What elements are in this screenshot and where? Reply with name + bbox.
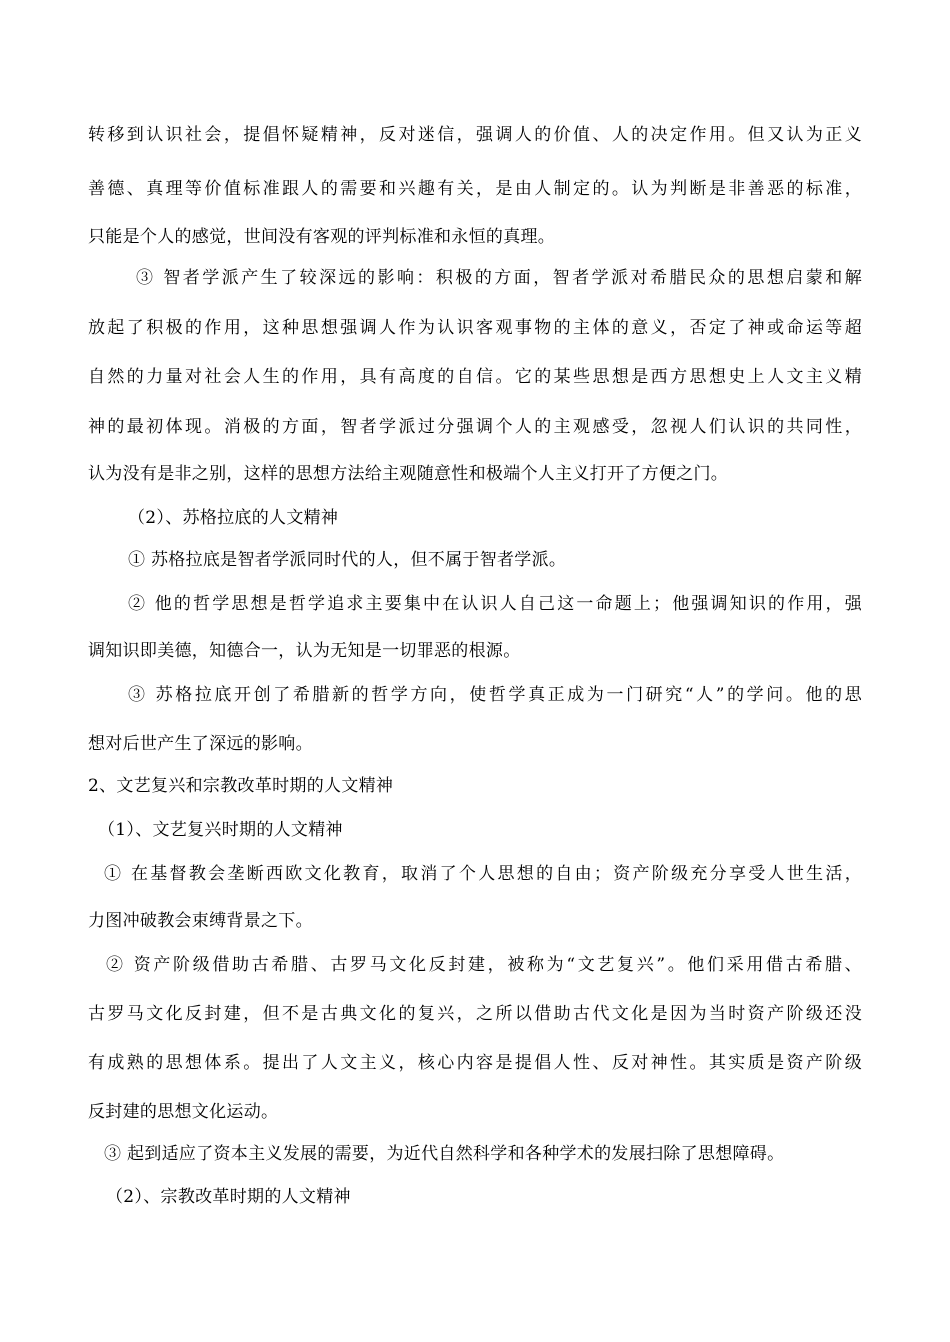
paragraph-line: 善德、真理等价值标准跟人的需要和兴趣有关，是由人制定的。认为判断是非善恶的标准， xyxy=(88,179,862,199)
section-heading: （2）、宗教改革时期的人文精神 xyxy=(106,1187,351,1207)
section-heading: 2、文艺复兴和宗教改革时期的人文精神 xyxy=(88,776,394,796)
paragraph-line: ① 苏格拉底是智者学派同时代的人，但不属于智者学派。 xyxy=(128,550,567,570)
paragraph-line: 放起了积极的作用，这种思想强调人作为认识客观事物的主体的意义，否定了神或命运等超 xyxy=(88,318,862,338)
paragraph-line: 自然的力量对社会人生的作用，具有高度的自信。它的某些思想是西方思想史上人文主义精 xyxy=(88,367,862,387)
section-heading: （1）、文艺复兴时期的人文精神 xyxy=(98,820,343,840)
paragraph-line: 古罗马文化反封建，但不是古典文化的复兴，之所以借助古代文化是因为当时资产阶级还没 xyxy=(88,1004,862,1024)
paragraph-line: 只能是个人的感觉，世间没有客观的评判标准和永恒的真理。 xyxy=(88,227,556,247)
paragraph-line: 神的最初体现。消极的方面，智者学派过分强调个人的主观感受，忽视人们认识的共同性， xyxy=(88,417,862,437)
paragraph-line: ② 资产阶级借助古希腊、古罗马文化反封建，被称为“文艺复兴”。他们采用借古希腊、 xyxy=(106,955,862,975)
paragraph-line: ③ 智者学派产生了较深远的影响：积极的方面，智者学派对希腊民众的思想启蒙和解 xyxy=(136,268,862,288)
paragraph-line: 调知识即美德，知德合一，认为无知是一切罪恶的根源。 xyxy=(88,641,521,661)
paragraph-line: 有成熟的思想体系。提出了人文主义，核心内容是提倡人性、反对神性。其实质是资产阶级 xyxy=(88,1053,862,1073)
paragraph-line: ① 在基督教会垄断西欧文化教育，取消了个人思想的自由；资产阶级充分享受人世生活， xyxy=(104,864,862,884)
section-heading: （2）、苏格拉底的人文精神 xyxy=(128,508,339,528)
paragraph-line: 反封建的思想文化运动。 xyxy=(88,1102,279,1122)
paragraph-line: 想对后世产生了深远的影响。 xyxy=(88,734,313,754)
paragraph-line: 认为没有是非之别，这样的思想方法给主观随意性和极端个人主义打开了方便之门。 xyxy=(88,464,729,484)
paragraph-line: 力图冲破教会束缚背景之下。 xyxy=(88,911,313,931)
paragraph-line: ② 他的哲学思想是哲学追求主要集中在认识人自己这一命题上；他强调知识的作用，强 xyxy=(128,594,862,614)
paragraph-line: ③ 苏格拉底开创了希腊新的哲学方向，使哲学真正成为一门研究“人”的学问。他的思 xyxy=(128,685,862,705)
paragraph-line: 转移到认识社会，提倡怀疑精神，反对迷信，强调人的价值、人的决定作用。但又认为正义 xyxy=(88,125,862,145)
paragraph-line: ③ 起到适应了资本主义发展的需要，为近代自然科学和各种学术的发展扫除了思想障碍。 xyxy=(104,1144,785,1164)
